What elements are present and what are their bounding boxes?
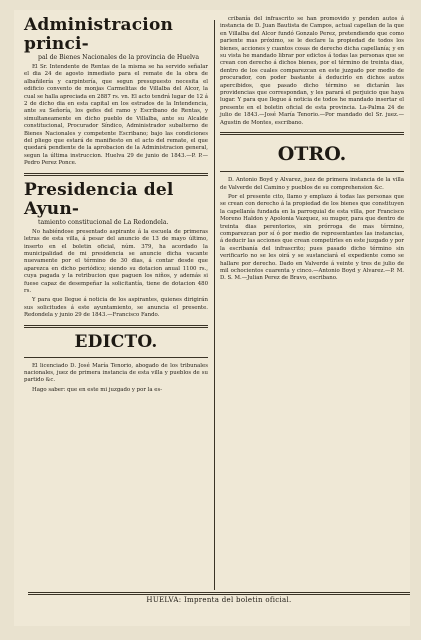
edicto-title: EDICTO. — [74, 331, 158, 352]
imprint-footer: HUELVA: Imprenta del boletin oficial. — [146, 596, 292, 604]
continuation-paragraph: cribanía del infrascrito se han promovido y penden autos á instancia de D. Juan Bautista de Campos, actual capellan de la que en Villalba del Alcor fundó Gonzalo Perez, pretendiendo que como pariente mas próximo, se le declare la propiedad de todos los bienes, acciones y cuantos cosas de derecho dicha capellanía; y en su vista he mandado librar por edictos á todas las personas que se crean con derecho á dichos bienes, por el término de treinta dias, dentro de los cuales comparezcan en este juzgado por medio de procurador, con poder bastante á deducirlo en dichos autos apercibidos, que pasado dicho término se dictarán las providencias que correspondan, y les parará el perjuicio que haya lugar. Y para que llegue á noticia de todos he mandado insertar el presente en el boletin oficial de esta provincia. La-Palma 24 de julio de 1843.—José María Tenorio.—Por mandado del Sr. juez.—Agustin de Montes, escribano. — [220, 16, 404, 126]
section1-paragraph: El Sr. Intendente de Rentas de la misma se ha servido señalar el dia 24 de agosto inmediato para el remate de la obra de albañilería y carpintería, que segun presupuesto necesita el edificio convento de monjas Carmelitas de Villalba del Alcor, la cual se halla apreciada en 2887 rs. vn. El acto tendrá lugar de 12 á 2 de dicho dia en esta capital en los estrados de la Intendencia, ante su Señoría, los gefes del ramo y Escribano de Rentas, y simultaneamente en dicho pueblo de Villalba, ante su Alcalde constitucional, Procurador Síndico, Administrador subalterno de Bienes Nacionales y competente Escribano; bajo las condiciones del pliego que estará de manifiesto en el acto del remate, el que quedará pendiente de la aprobacion de la Administracion general, segun la última instruccion. Huelva 29 de junio de 1843.—P. P.—Pedro Perez Ponce. — [24, 64, 208, 167]
title-rule — [220, 171, 404, 172]
edicto-paragraph-1: El licenciado D. José María Tenorio, abogado de los tribunales nacionales, juez de primera instancia de esta villa y pueblos de su partido &c. — [24, 362, 208, 384]
title-rule — [24, 357, 208, 358]
section2-paragraph-1: No habiéndose presentado aspirante á la escuela de primeras letras de esta villa, á pesar del anuncio de 13 de mayo último, inserto en el boletin oficial, núm. 379, ha acordado la municipalidad de mi presidencia se anuncie dicha vacante nuevamente por el término de 30 dias, á contar desde que aparezca en dicho periódico; siendo su dotacion anual 1100 rs., cuya pagada y la retribucion que paguen los niños, y además si fuese capaz de desempeñar la solicitantía, tiene de dotacion 480 rs. — [24, 228, 208, 294]
newspaper-page — [14, 10, 410, 626]
edicto-paragraph-2: Hago saber: que en este mi juzgado y por la es- — [32, 386, 163, 393]
right-column — [220, 16, 404, 285]
section1-subtitle: pal de Bienes Nacionales de la provincia de Huelva — [38, 54, 200, 61]
section-divider — [220, 132, 404, 135]
section2-paragraph-2: Y para que llegue á noticia de los aspirantes, quienes dirigirán sus solicitudes á este ayuntamiento, se anuncia el presente. Redondela y junio 29 de 1843.—Francisco Fando. — [24, 297, 208, 319]
otro-paragraph-2: Por el presente cito, llamo y emplazo á todas las personas que se crean con derecho á la propiedad de los bienes que constituyen la capellanía fundada en la parroquial de esta villa, por Francisco Moreno Haldon y Apolonia Vazquez, su muger, para que dentro de treinta dias perentorios, sin prórroga de mas término, comparezcan por sí ó por medio de representantes las instancias, á deducir las acciones que crean competirles en este juzgado y por la escribanía del infrascrito; pues pasado dicho término sin verificarlo no se les oirá y se sustanciará el expediente como se hallare por derecho. Dado en Valverde á veinte y tres de julio de mil ochocientos cuarenta y cinco.—Antonio Boyd y Alvarez.—P. M. D. S. M.—Julian Perez de Bravo, escribano. — [220, 193, 404, 282]
otro-title: OTRO. — [277, 143, 347, 166]
footer-rule — [28, 592, 410, 595]
section-divider — [24, 173, 208, 176]
column-divider — [214, 20, 215, 590]
section-divider — [24, 325, 208, 328]
section1-title: Administracion princi- — [24, 15, 174, 54]
section2-title: Presidencia del Ayun- — [24, 179, 174, 219]
section2-subtitle: tamiento constitucional de La Redondela. — [38, 218, 169, 226]
otro-paragraph-1: D. Antonio Boyd y Alvarez, juez de primera instancia de la villa de Valverde del Camino y pueblos de su comprehension &c. — [220, 177, 404, 191]
left-column — [24, 16, 208, 396]
